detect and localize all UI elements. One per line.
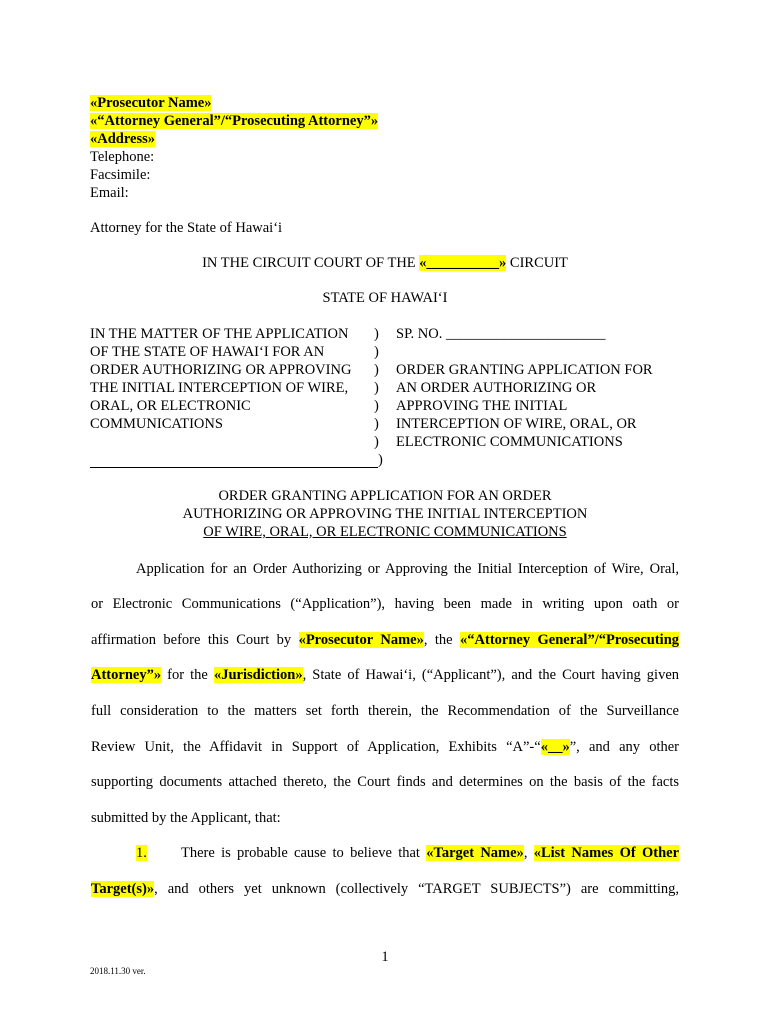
- page-number: 1: [381, 949, 389, 965]
- attorney-title-inline: «“Attorney General”/“Prosecuting: [460, 632, 680, 648]
- caption-right-line: ORDER GRANTING APPLICATION FOR: [396, 362, 653, 378]
- body-line: submitted by the Applicant, that:: [91, 810, 281, 826]
- caption-underline: [90, 451, 378, 468]
- facsimile-label: Facsimile:: [90, 167, 151, 183]
- body-line: Attorney”» for the «Jurisdiction», State of Hawai‘i, (“Applicant”), and the Court having given: [91, 667, 680, 683]
- telephone-label: Telephone:: [90, 149, 155, 165]
- body-line: Target(s)», and others yet unknown (collectively “TARGET SUBJECTS”) are committing,: [91, 881, 679, 897]
- body-line: Application for an Order Authorizing or Approving the Initial Interception of Wire, Oral,: [136, 561, 679, 577]
- body-line: Review Unit, the Affidavit in Support of Application, Exhibits “A”-“«__»”, and any other: [91, 739, 679, 755]
- body-line: There is probable cause to believe that «Target Name», «List Names Of Other: [181, 845, 680, 861]
- body-line: full consideration to the matters set forth therein, the Recommendation of the Surveillance: [91, 703, 679, 719]
- case-number-line: SP. NO. ______________________: [396, 326, 606, 342]
- caption-right-line: APPROVING THE INITIAL: [396, 398, 568, 414]
- email-label: Email:: [90, 185, 129, 201]
- prosecutor-name-inline: «Prosecutor Name»: [298, 632, 424, 648]
- order-title-line-1: ORDER GRANTING APPLICATION FOR AN ORDER: [218, 488, 552, 504]
- caption-left-line: OF THE STATE OF HAWAI‘I FOR AN: [90, 344, 325, 360]
- paragraph-number: 1.: [136, 845, 147, 861]
- address-field: «Address»: [90, 131, 155, 147]
- order-title-line-3: OF WIRE, ORAL, OR ELECTRONIC COMMUNICATIONS: [203, 524, 567, 540]
- version-label: 2018.11.30 ver.: [90, 966, 146, 976]
- jurisdiction-field: «Jurisdiction»: [213, 667, 303, 683]
- caption-left-line: THE INITIAL INTERCEPTION OF WIRE,: [90, 380, 349, 396]
- body-line: affirmation before this Court by «Prosecutor Name», the «“Attorney General”/“Prosecuting: [91, 632, 680, 648]
- order-title-line-2: AUTHORIZING OR APPROVING THE INITIAL INTERCEPTION: [182, 506, 588, 522]
- exhibit-field: «__»: [540, 739, 570, 755]
- caption-right-line: ELECTRONIC COMMUNICATIONS: [396, 434, 623, 450]
- prosecutor-name-field: «Prosecutor Name»: [90, 95, 212, 111]
- body-line: supporting documents attached thereto, the Court finds and determines on the basis of the facts: [91, 774, 679, 790]
- circuit-field: «__________»: [419, 255, 507, 271]
- caption-left-line: ORDER AUTHORIZING OR APPROVING: [90, 362, 352, 378]
- caption-right-line: INTERCEPTION OF WIRE, ORAL, OR: [396, 416, 637, 432]
- caption-left-line: ORAL, OR ELECTRONIC: [90, 398, 251, 414]
- caption-right-line: AN ORDER AUTHORIZING OR: [396, 380, 597, 396]
- caption-left-line: IN THE MATTER OF THE APPLICATION: [90, 326, 349, 342]
- case-caption: IN THE MATTER OF THE APPLICATION ) SP. NO. ______________________ OF THE STATE OF HAWAI‘I FOR AN ) ORDER AUTHORIZING OR APPROVING ) ORDER GRANTING APPLICATION FOR THE INITIAL INTERCEPTION OF WIRE, ) AN ORDER AUTHORIZING OR ORAL, OR ELECTRONIC ) APPROVING THE INITIAL COMMUNICATIONS ) INTERCEPTION OF WIRE, ORAL, OR ) ELECTRONIC COMMUNICATIONS ): [90, 325, 690, 469]
- court-line: IN THE CIRCUIT COURT OF THE «__________» CIRCUIT: [202, 255, 568, 271]
- state-line: STATE OF HAWAI‘I: [322, 290, 448, 306]
- caption-left-line: COMMUNICATIONS: [90, 416, 223, 432]
- attorney-for-line: Attorney for the State of Hawai‘i: [90, 220, 283, 236]
- target-name-field: «Target Name»: [426, 845, 524, 861]
- body-line: or Electronic Communications (“Application”), having been made in writing upon oath or: [91, 596, 679, 612]
- attorney-title-field: «“Attorney General”/“Prosecuting Attorney”»: [90, 113, 379, 129]
- other-targets-field: «List Names Of Other: [533, 845, 680, 861]
